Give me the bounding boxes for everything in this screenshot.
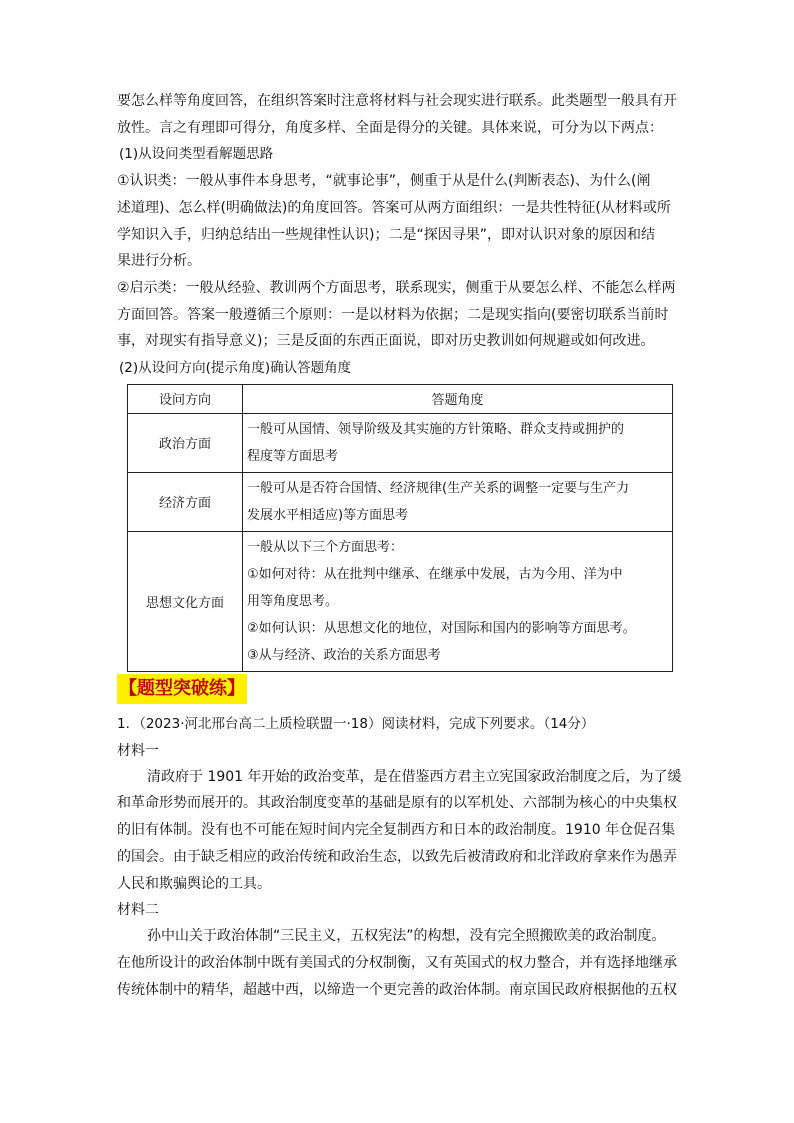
material-line: 的国会。由于缺乏相应的政治传统和政治生态，以致先后被清政府和北洋政府拿来作为愚弄 (117, 848, 677, 865)
table-direction-cell: 思想文化方面 (128, 531, 243, 671)
table-header: 设问方向 (128, 384, 243, 413)
material-1-text (117, 764, 682, 898)
material-line: 在他所设计的政治体制中既有美国式的分权制衡，又有英国式的权力整合，并有选择地继承 (117, 954, 677, 971)
intro-paragraph (117, 88, 677, 141)
table-header-row (128, 384, 673, 413)
material-line: 和革命形势而展开的。其政治制度变革的基础是原有的以军机处、六部制为核心的中央集权 (117, 795, 677, 812)
angle-line: 用等角度思考。 (247, 593, 339, 609)
table-header: 答题角度 (243, 384, 673, 413)
angle-line: 发展水平相适应)等方面思考 (247, 507, 409, 523)
table-angle-cell (243, 531, 673, 671)
item-line: 学知识入手，归纳总结出一些规律性认识)；二是“探因寻果”，即对认识对象的原因和结 (117, 226, 655, 243)
table-row (128, 472, 673, 531)
table-row (128, 531, 673, 671)
material-line: 孙中山关于政治体制“三民主义，五权宪法”的构想，没有完全照搬欧美的政治制度。 (147, 928, 666, 945)
angle-line: 一般可从是否符合国情、经济规律(生产关系的调整一定要与生产力 (247, 480, 630, 496)
angle-line: ③从与经济、政治的关系方面思考 (247, 647, 441, 663)
item-line: 方面回答。答案一般遵循三个原则：一是以材料为依据；二是现实指向(要密切联系当前时 (117, 306, 669, 323)
section-2-title: (2)从设问方向(提示角度)确认答题角度 (119, 360, 352, 377)
item-enlightenment (117, 275, 677, 355)
item-line: ②启示类：一般从经验、教训两个方面思考，联系现实，侧重于从要怎么样、不能怎么样两 (117, 279, 676, 296)
material-line: 人民和欺骗舆论的工具。 (117, 875, 271, 892)
angle-line: ②如何认识：从思想文化的地位，对国际和国内的影响等方面思考。 (247, 620, 636, 636)
intro-line: 要怎么样等角度回答，在组织答案时注意将材料与社会现实进行联系。此类题型一般具有开 (117, 93, 677, 109)
document-page (117, 88, 682, 1003)
item-line: 果进行分析。 (117, 253, 201, 270)
question-heading: 1．（2023·河北邢台高二上质检联盟一·18）阅读材料，完成下列要求。（14分） (117, 715, 595, 732)
table-row (128, 413, 673, 472)
intro-line: 放性。言之有理即可得分，角度多样、全面是得分的关键。具体来说，可分为以下两点： (117, 119, 663, 136)
answer-angle-table (127, 384, 673, 672)
material-2-text (117, 923, 677, 1003)
material-2-label: 材料二 (117, 902, 159, 919)
item-line: 述道理)、怎么样(明确做法)的角度回答。答案可从两方面组织：一是共性特征(从材料或所 (117, 199, 671, 216)
material-line: 清政府于 1901 年开始的政治变革，是在借鉴西方君主立宪国家政治制度之后，为了缓 (147, 768, 682, 785)
item-line: 事，对现实有指导意义)；三是反面的东西正面说，即对历史教训如何规避或如何改进。 (117, 333, 655, 350)
item-line: ①认识类：一般从事件本身思考，“就事论事”，侧重于从是什么(判断表态)、为什么(阐 (117, 173, 651, 190)
section-1-title: (1)从设问类型看解题思路 (119, 146, 274, 163)
practice-banner: 【题型突破练】 (117, 674, 247, 704)
angle-line: 程度等方面思考 (247, 448, 339, 464)
angle-line: ①如何对待：从在批判中继承、在继承中发展，古为今用、洋为中 (247, 566, 623, 582)
table-direction-cell: 政治方面 (128, 413, 243, 472)
material-line: 传统体制中的精华，超越中西，以缔造一个更完善的政治体制。南京国民政府根据他的五权 (117, 981, 677, 998)
item-cognition (117, 168, 677, 275)
angle-line: 一般从以下三个方面思考： (247, 539, 404, 555)
table-angle-cell (243, 472, 673, 531)
material-line: 的旧有体制。没有也不可能在短时间内完全复制西方和日本的政治制度。1910 年仓促召集 (117, 822, 676, 839)
table-angle-cell (243, 413, 673, 472)
table-direction-cell: 经济方面 (128, 472, 243, 531)
angle-line: 一般可从国情、领导阶级及其实施的方针策略、群众支持或拥护的 (247, 421, 625, 437)
material-1-label: 材料一 (117, 742, 159, 759)
